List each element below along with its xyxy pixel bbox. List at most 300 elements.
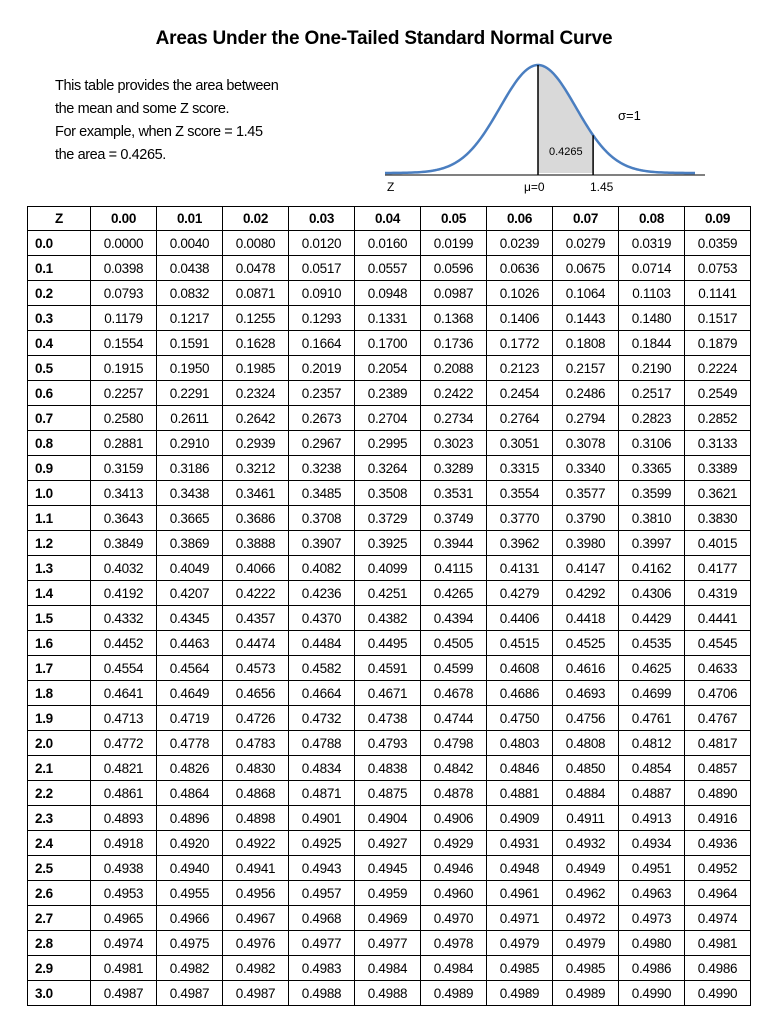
area-cell: 0.3485 xyxy=(289,481,355,506)
z-value-cell: 2.1 xyxy=(28,756,91,781)
area-cell: 0.4082 xyxy=(289,556,355,581)
area-cell: 0.4564 xyxy=(157,656,223,681)
area-cell: 0.4418 xyxy=(553,606,619,631)
area-cell: 0.4162 xyxy=(619,556,685,581)
area-cell: 0.2549 xyxy=(685,381,751,406)
area-cell: 0.0398 xyxy=(91,256,157,281)
z-value-cell: 1.4 xyxy=(28,581,91,606)
z-value-cell: 0.5 xyxy=(28,356,91,381)
area-cell: 0.2123 xyxy=(487,356,553,381)
area-cell: 0.4971 xyxy=(487,906,553,931)
table-row xyxy=(28,331,751,356)
area-cell: 0.4990 xyxy=(685,981,751,1006)
area-cell: 0.2486 xyxy=(553,381,619,406)
area-cell: 0.0478 xyxy=(223,256,289,281)
z-value-cell: 2.5 xyxy=(28,856,91,881)
area-cell: 0.3810 xyxy=(619,506,685,531)
z-value-cell: 1.3 xyxy=(28,556,91,581)
area-cell: 0.4699 xyxy=(619,681,685,706)
table-row xyxy=(28,306,751,331)
area-cell: 0.4893 xyxy=(91,806,157,831)
area-cell: 0.4625 xyxy=(619,656,685,681)
area-cell: 0.4798 xyxy=(421,731,487,756)
intro-line: For example, when Z score = 1.45 xyxy=(55,124,263,140)
area-cell: 0.0714 xyxy=(619,256,685,281)
area-cell: 0.0793 xyxy=(91,281,157,306)
area-cell: 0.0753 xyxy=(685,256,751,281)
area-cell: 0.4463 xyxy=(157,631,223,656)
table-row xyxy=(28,556,751,581)
area-cell: 0.4591 xyxy=(355,656,421,681)
area-cell: 0.1026 xyxy=(487,281,553,306)
area-cell: 0.4901 xyxy=(289,806,355,831)
area-cell: 0.4955 xyxy=(157,881,223,906)
area-cell: 0.4965 xyxy=(91,906,157,931)
area-cell: 0.1179 xyxy=(91,306,157,331)
area-cell: 0.4909 xyxy=(487,806,553,831)
area-cell: 0.0000 xyxy=(91,231,157,256)
area-cell: 0.4441 xyxy=(685,606,751,631)
area-cell: 0.3264 xyxy=(355,456,421,481)
area-cell: 0.1517 xyxy=(685,306,751,331)
area-cell: 0.4906 xyxy=(421,806,487,831)
table-row xyxy=(28,631,751,656)
area-cell: 0.4817 xyxy=(685,731,751,756)
area-cell: 0.4887 xyxy=(619,781,685,806)
z-value-cell: 2.2 xyxy=(28,781,91,806)
z-value-cell: 2.9 xyxy=(28,956,91,981)
area-cell: 0.4750 xyxy=(487,706,553,731)
area-cell: 0.3461 xyxy=(223,481,289,506)
area-cell: 0.2324 xyxy=(223,381,289,406)
area-cell: 0.4115 xyxy=(421,556,487,581)
area-cell: 0.4505 xyxy=(421,631,487,656)
area-cell: 0.4967 xyxy=(223,906,289,931)
area-cell: 0.1591 xyxy=(157,331,223,356)
area-cell: 0.4706 xyxy=(685,681,751,706)
z-value-cell: 1.0 xyxy=(28,481,91,506)
area-cell: 0.4875 xyxy=(355,781,421,806)
area-cell: 0.3577 xyxy=(553,481,619,506)
area-cell: 0.4545 xyxy=(685,631,751,656)
sigma-label: σ=1 xyxy=(618,108,641,123)
area-cell: 0.4756 xyxy=(553,706,619,731)
table-row xyxy=(28,956,751,981)
area-cell: 0.1554 xyxy=(91,331,157,356)
intro-line: the area = 0.4265. xyxy=(55,147,166,163)
table-row xyxy=(28,456,751,481)
area-cell: 0.4978 xyxy=(421,931,487,956)
area-cell: 0.0199 xyxy=(421,231,487,256)
area-cell: 0.4904 xyxy=(355,806,421,831)
area-cell: 0.4957 xyxy=(289,881,355,906)
z-value-cell: 0.3 xyxy=(28,306,91,331)
area-cell: 0.4382 xyxy=(355,606,421,631)
area-cell: 0.1628 xyxy=(223,331,289,356)
area-cell: 0.4946 xyxy=(421,856,487,881)
area-cell: 0.3925 xyxy=(355,531,421,556)
area-cell: 0.3980 xyxy=(553,531,619,556)
area-cell: 0.3830 xyxy=(685,506,751,531)
area-cell: 0.4633 xyxy=(685,656,751,681)
area-cell: 0.4982 xyxy=(157,956,223,981)
area-cell: 0.3944 xyxy=(421,531,487,556)
column-header: 0.03 xyxy=(289,207,355,231)
table-row xyxy=(28,806,751,831)
area-cell: 0.4979 xyxy=(487,931,553,956)
area-cell: 0.4484 xyxy=(289,631,355,656)
area-cell: 0.1255 xyxy=(223,306,289,331)
area-cell: 0.1844 xyxy=(619,331,685,356)
area-cell: 0.4452 xyxy=(91,631,157,656)
area-cell: 0.4783 xyxy=(223,731,289,756)
z-value-cell: 2.6 xyxy=(28,881,91,906)
area-cell: 0.4616 xyxy=(553,656,619,681)
area-cell: 0.4896 xyxy=(157,806,223,831)
area-cell: 0.0040 xyxy=(157,231,223,256)
area-cell: 0.3997 xyxy=(619,531,685,556)
area-cell: 0.4986 xyxy=(685,956,751,981)
table-row xyxy=(28,781,751,806)
table-row xyxy=(28,906,751,931)
area-cell: 0.4970 xyxy=(421,906,487,931)
area-cell: 0.4898 xyxy=(223,806,289,831)
column-header: 0.07 xyxy=(553,207,619,231)
area-cell: 0.2611 xyxy=(157,406,223,431)
area-cell: 0.1808 xyxy=(553,331,619,356)
area-cell: 0.3238 xyxy=(289,456,355,481)
area-cell: 0.0596 xyxy=(421,256,487,281)
area-cell: 0.4871 xyxy=(289,781,355,806)
area-cell: 0.2580 xyxy=(91,406,157,431)
area-cell: 0.4772 xyxy=(91,731,157,756)
area-cell: 0.4808 xyxy=(553,731,619,756)
area-cell: 0.2939 xyxy=(223,431,289,456)
area-cell: 0.3023 xyxy=(421,431,487,456)
area-cell: 0.4934 xyxy=(619,831,685,856)
area-cell: 0.1664 xyxy=(289,331,355,356)
area-cell: 0.2019 xyxy=(289,356,355,381)
column-header: 0.08 xyxy=(619,207,685,231)
area-cell: 0.4821 xyxy=(91,756,157,781)
z-value-cell: 2.8 xyxy=(28,931,91,956)
z-axis-label: Z xyxy=(387,180,395,194)
area-cell: 0.2734 xyxy=(421,406,487,431)
area-cell: 0.4554 xyxy=(91,656,157,681)
area-cell: 0.4099 xyxy=(355,556,421,581)
area-cell: 0.4803 xyxy=(487,731,553,756)
area-cell: 0.2157 xyxy=(553,356,619,381)
z-value-cell: 2.7 xyxy=(28,906,91,931)
column-header: 0.01 xyxy=(157,207,223,231)
mu-label: μ=0 xyxy=(524,180,545,194)
area-cell: 0.2088 xyxy=(421,356,487,381)
area-cell: 0.4854 xyxy=(619,756,685,781)
z-value-label: 1.45 xyxy=(590,180,614,194)
table-row xyxy=(28,531,751,556)
normal-curve-diagram xyxy=(385,55,705,200)
column-header: 0.05 xyxy=(421,207,487,231)
area-cell: 0.3665 xyxy=(157,506,223,531)
header-row xyxy=(28,207,751,231)
area-cell: 0.3531 xyxy=(421,481,487,506)
area-cell: 0.4981 xyxy=(685,931,751,956)
area-cell: 0.4599 xyxy=(421,656,487,681)
area-cell: 0.0910 xyxy=(289,281,355,306)
table-row xyxy=(28,281,751,306)
area-cell: 0.4918 xyxy=(91,831,157,856)
area-cell: 0.4989 xyxy=(421,981,487,1006)
area-cell: 0.4292 xyxy=(553,581,619,606)
area-cell: 0.4834 xyxy=(289,756,355,781)
area-cell: 0.4925 xyxy=(289,831,355,856)
area-cell: 0.4394 xyxy=(421,606,487,631)
area-cell: 0.4975 xyxy=(157,931,223,956)
area-cell: 0.4960 xyxy=(421,881,487,906)
area-cell: 0.4987 xyxy=(157,981,223,1006)
area-cell: 0.4345 xyxy=(157,606,223,631)
area-cell: 0.2852 xyxy=(685,406,751,431)
area-cell: 0.4940 xyxy=(157,856,223,881)
area-cell: 0.3599 xyxy=(619,481,685,506)
area-cell: 0.4842 xyxy=(421,756,487,781)
area-cell: 0.4948 xyxy=(487,856,553,881)
table-row xyxy=(28,581,751,606)
area-cell: 0.2422 xyxy=(421,381,487,406)
area-cell: 0.4778 xyxy=(157,731,223,756)
area-cell: 0.2517 xyxy=(619,381,685,406)
z-value-cell: 1.9 xyxy=(28,706,91,731)
table-row xyxy=(28,256,751,281)
area-cell: 0.4732 xyxy=(289,706,355,731)
intro-line: the mean and some Z score. xyxy=(55,101,230,117)
area-cell: 0.4525 xyxy=(553,631,619,656)
area-cell: 0.3289 xyxy=(421,456,487,481)
area-cell: 0.4788 xyxy=(289,731,355,756)
table-row xyxy=(28,881,751,906)
z-value-cell: 0.8 xyxy=(28,431,91,456)
area-cell: 0.4406 xyxy=(487,606,553,631)
area-cell: 0.4911 xyxy=(553,806,619,831)
z-value-cell: 1.2 xyxy=(28,531,91,556)
area-cell: 0.4868 xyxy=(223,781,289,806)
area-cell: 0.4738 xyxy=(355,706,421,731)
area-cell: 0.2967 xyxy=(289,431,355,456)
area-cell: 0.2190 xyxy=(619,356,685,381)
area-cell: 0.4846 xyxy=(487,756,553,781)
area-cell: 0.4990 xyxy=(619,981,685,1006)
area-cell: 0.2257 xyxy=(91,381,157,406)
z-value-cell: 2.3 xyxy=(28,806,91,831)
z-value-cell: 0.7 xyxy=(28,406,91,431)
area-cell: 0.1064 xyxy=(553,281,619,306)
area-cell: 0.4916 xyxy=(685,806,751,831)
column-header: 0.09 xyxy=(685,207,751,231)
area-cell: 0.4744 xyxy=(421,706,487,731)
area-cell: 0.0871 xyxy=(223,281,289,306)
area-cell: 0.4131 xyxy=(487,556,553,581)
area-cell: 0.4988 xyxy=(355,981,421,1006)
area-cell: 0.4951 xyxy=(619,856,685,881)
area-cell: 0.4890 xyxy=(685,781,751,806)
area-cell: 0.1368 xyxy=(421,306,487,331)
area-cell: 0.3389 xyxy=(685,456,751,481)
area-cell: 0.4985 xyxy=(487,956,553,981)
area-cell: 0.2673 xyxy=(289,406,355,431)
area-cell: 0.1772 xyxy=(487,331,553,356)
area-cell: 0.4686 xyxy=(487,681,553,706)
area-cell: 0.3554 xyxy=(487,481,553,506)
area-cell: 0.4761 xyxy=(619,706,685,731)
area-cell: 0.4693 xyxy=(553,681,619,706)
area-cell: 0.0160 xyxy=(355,231,421,256)
area-cell: 0.4982 xyxy=(223,956,289,981)
area-cell: 0.3106 xyxy=(619,431,685,456)
area-cell: 0.3770 xyxy=(487,506,553,531)
area-cell: 0.4850 xyxy=(553,756,619,781)
area-cell: 0.3051 xyxy=(487,431,553,456)
area-cell: 0.3643 xyxy=(91,506,157,531)
area-cell: 0.3869 xyxy=(157,531,223,556)
area-cell: 0.4959 xyxy=(355,881,421,906)
area-cell: 0.4969 xyxy=(355,906,421,931)
area-cell: 0.1879 xyxy=(685,331,751,356)
area-label: 0.4265 xyxy=(549,146,583,158)
table-row xyxy=(28,856,751,881)
area-cell: 0.2764 xyxy=(487,406,553,431)
z-value-cell: 1.1 xyxy=(28,506,91,531)
area-cell: 0.1443 xyxy=(553,306,619,331)
area-cell: 0.4920 xyxy=(157,831,223,856)
area-cell: 0.3888 xyxy=(223,531,289,556)
area-cell: 0.0987 xyxy=(421,281,487,306)
table-row xyxy=(28,706,751,731)
area-cell: 0.2054 xyxy=(355,356,421,381)
area-cell: 0.0832 xyxy=(157,281,223,306)
area-cell: 0.4830 xyxy=(223,756,289,781)
z-value-cell: 2.4 xyxy=(28,831,91,856)
area-cell: 0.1103 xyxy=(619,281,685,306)
area-cell: 0.4927 xyxy=(355,831,421,856)
table-row xyxy=(28,756,751,781)
area-cell: 0.3340 xyxy=(553,456,619,481)
z-value-cell: 0.1 xyxy=(28,256,91,281)
area-cell: 0.4767 xyxy=(685,706,751,731)
column-header: 0.06 xyxy=(487,207,553,231)
area-cell: 0.1985 xyxy=(223,356,289,381)
area-cell: 0.4319 xyxy=(685,581,751,606)
area-cell: 0.4864 xyxy=(157,781,223,806)
area-cell: 0.0675 xyxy=(553,256,619,281)
area-cell: 0.3365 xyxy=(619,456,685,481)
area-cell: 0.2389 xyxy=(355,381,421,406)
area-cell: 0.0080 xyxy=(223,231,289,256)
z-value-cell: 1.7 xyxy=(28,656,91,681)
area-cell: 0.4977 xyxy=(355,931,421,956)
area-cell: 0.4495 xyxy=(355,631,421,656)
area-cell: 0.2454 xyxy=(487,381,553,406)
area-cell: 0.0120 xyxy=(289,231,355,256)
area-cell: 0.3749 xyxy=(421,506,487,531)
area-cell: 0.0557 xyxy=(355,256,421,281)
area-cell: 0.0517 xyxy=(289,256,355,281)
area-cell: 0.4066 xyxy=(223,556,289,581)
area-cell: 0.4962 xyxy=(553,881,619,906)
area-cell: 0.4608 xyxy=(487,656,553,681)
area-cell: 0.4332 xyxy=(91,606,157,631)
area-cell: 0.4932 xyxy=(553,831,619,856)
area-cell: 0.4936 xyxy=(685,831,751,856)
area-cell: 0.4929 xyxy=(421,831,487,856)
area-cell: 0.4726 xyxy=(223,706,289,731)
area-cell: 0.4535 xyxy=(619,631,685,656)
area-cell: 0.4945 xyxy=(355,856,421,881)
area-cell: 0.4306 xyxy=(619,581,685,606)
area-cell: 0.2357 xyxy=(289,381,355,406)
area-cell: 0.4968 xyxy=(289,906,355,931)
table-row xyxy=(28,731,751,756)
corner-header: Z xyxy=(28,207,91,231)
area-cell: 0.3686 xyxy=(223,506,289,531)
area-cell: 0.1700 xyxy=(355,331,421,356)
area-cell: 0.4979 xyxy=(553,931,619,956)
z-value-cell: 2.0 xyxy=(28,731,91,756)
area-cell: 0.4986 xyxy=(619,956,685,981)
table-row xyxy=(28,231,751,256)
area-cell: 0.3621 xyxy=(685,481,751,506)
area-cell: 0.4664 xyxy=(289,681,355,706)
area-cell: 0.4941 xyxy=(223,856,289,881)
area-cell: 0.4649 xyxy=(157,681,223,706)
area-cell: 0.0239 xyxy=(487,231,553,256)
area-cell: 0.1406 xyxy=(487,306,553,331)
area-cell: 0.1950 xyxy=(157,356,223,381)
table-row xyxy=(28,381,751,406)
area-cell: 0.4838 xyxy=(355,756,421,781)
area-cell: 0.4251 xyxy=(355,581,421,606)
area-cell: 0.4515 xyxy=(487,631,553,656)
area-cell: 0.4963 xyxy=(619,881,685,906)
area-cell: 0.4878 xyxy=(421,781,487,806)
area-cell: 0.4177 xyxy=(685,556,751,581)
z-value-cell: 1.5 xyxy=(28,606,91,631)
area-cell: 0.0438 xyxy=(157,256,223,281)
area-cell: 0.4236 xyxy=(289,581,355,606)
area-cell: 0.0948 xyxy=(355,281,421,306)
area-cell: 0.4671 xyxy=(355,681,421,706)
area-cell: 0.3508 xyxy=(355,481,421,506)
area-cell: 0.1331 xyxy=(355,306,421,331)
area-cell: 0.4207 xyxy=(157,581,223,606)
area-cell: 0.4015 xyxy=(685,531,751,556)
area-cell: 0.4357 xyxy=(223,606,289,631)
area-cell: 0.4989 xyxy=(553,981,619,1006)
area-cell: 0.3315 xyxy=(487,456,553,481)
area-cell: 0.4952 xyxy=(685,856,751,881)
area-cell: 0.4985 xyxy=(553,956,619,981)
table-row xyxy=(28,831,751,856)
column-header: 0.00 xyxy=(91,207,157,231)
area-cell: 0.4719 xyxy=(157,706,223,731)
area-cell: 0.4981 xyxy=(91,956,157,981)
area-cell: 0.4793 xyxy=(355,731,421,756)
area-cell: 0.2910 xyxy=(157,431,223,456)
area-cell: 0.4678 xyxy=(421,681,487,706)
area-cell: 0.4974 xyxy=(91,931,157,956)
area-cell: 0.3849 xyxy=(91,531,157,556)
area-cell: 0.0359 xyxy=(685,231,751,256)
area-cell: 0.2823 xyxy=(619,406,685,431)
